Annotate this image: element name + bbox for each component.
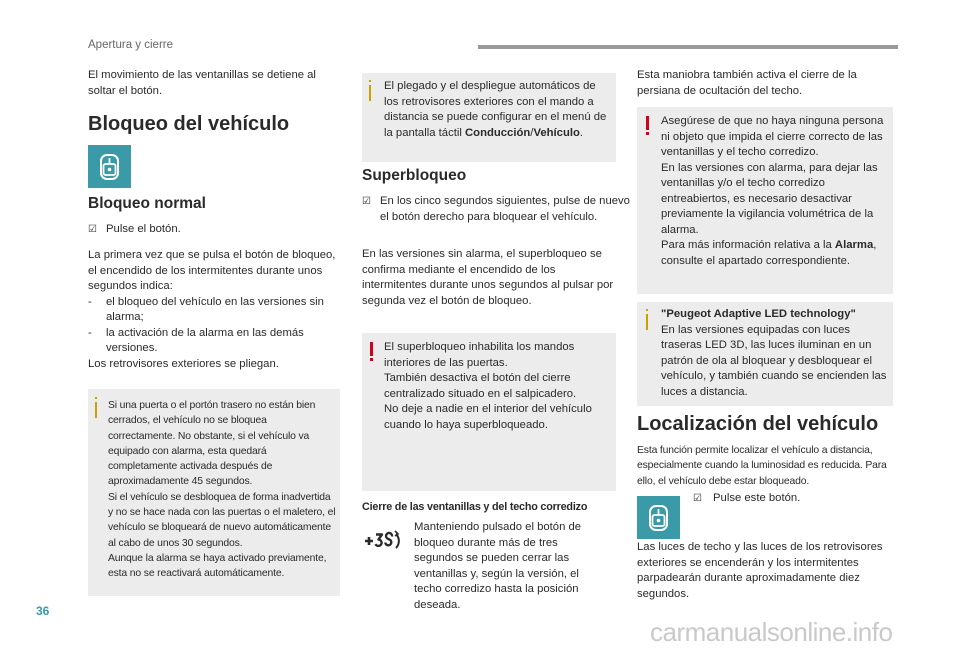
bullet-icon: ☑ xyxy=(88,224,97,235)
lock-button-icon-2 xyxy=(637,496,680,539)
warning-box-ventanillas xyxy=(637,107,893,294)
lock-icon xyxy=(88,145,131,188)
info-box-text: En las versiones equipadas con luces traseras LED 3D, las luces iluminan en un patrón de ola al bloquear y desbloquear el vehículo, y también cuando se encienden las luces a distancia. xyxy=(661,323,887,398)
para-superbloqueo: En las versiones sin alarma, el superbloqueo se confirma mediante el encendido de los intermitentes durante unos segundos al pulsar por segunda vez el botón de bloqueo. xyxy=(362,248,614,307)
lock-button-icon xyxy=(88,145,131,188)
section-title: Apertura y cierre xyxy=(88,39,174,51)
info-box-led-content xyxy=(661,307,887,400)
col1-intro: El movimiento de las ventanillas se detiene al soltar el botón. xyxy=(88,69,316,97)
para-primera-vez: La primera vez que se pulsa el botón de bloqueo, el encendido de los intermitentes durante unos segundos indica: xyxy=(88,249,336,292)
timer-text: Manteniendo pulsado el botón de bloqueo durante más de tres segundos se pueden cerrar las ventanillas y, según la versión, el techo corredizo hasta la posición deseada. xyxy=(414,521,582,611)
info-box-retrovisores xyxy=(362,73,616,162)
page-number: 36 xyxy=(36,604,50,618)
title-localizacion: Localización del vehículo xyxy=(637,413,879,435)
step-pulse-boton: ☑ Pulse el botón. xyxy=(88,222,356,238)
header-rule xyxy=(478,45,898,49)
warning-box-text: El superbloqueo inhabilita los mandos interiores de las puertas. También desactiva el botón del cierre centralizado situado en el salpicadero. No deje a nadie en el interior del vehículo cuando lo haya superbloqueado. xyxy=(384,341,592,431)
step-localizacion: ☑ Pulse este botón. xyxy=(693,491,893,507)
warning-icon xyxy=(370,342,373,356)
info-icon xyxy=(369,85,371,101)
bullet-icon: ☑ xyxy=(693,493,702,504)
title-superbloqueo: Superbloqueo xyxy=(362,167,467,184)
dash-item-1: - el bloqueo del vehículo en las versiones sin alarma; xyxy=(88,295,324,323)
lock-icon xyxy=(637,496,680,539)
info-box-led xyxy=(637,302,893,406)
dash-item-2: - la activación de la alarma en las demás versiones. xyxy=(88,326,304,354)
subheading-cierre-ventanillas: Cierre de las ventanillas y del techo corredizo xyxy=(362,501,588,513)
warning-icon xyxy=(646,116,649,130)
info-box-text: Si una puerta o el portón trasero no están bien cerrados, el vehículo no se bloquea correctamente. No obstante, si el vehículo va equipado con alarma, esta quedará completamente activada después de aproximadamente 45 segundos. Si el vehículo se desbloquea de forma inadvertida y no se hace nada con las puertas o el maletero, el vehículo se bloqueará de nuevo automáticamente al cabo de unos 30 segundos. Aunque la alarma se haya activado previamente, esta no se reactivará automáticamente. xyxy=(108,400,336,580)
info-icon xyxy=(95,402,97,418)
para-luces: Las luces de techo y las luces de los retrovisores exteriores se encenderán y los intermitentes parpadearán durante aproximadamente diez segundos. xyxy=(637,541,883,600)
timer-3s-icon xyxy=(362,528,404,554)
info-box-title: "Peugeot Adaptive LED technology" xyxy=(661,308,856,320)
info-icon xyxy=(646,314,648,330)
step-superbloqueo: ☑ En los cinco segundos siguientes, pulse de nuevo el botón derecho para bloquear el vehículo. xyxy=(362,195,630,223)
warning-box-text: Asegúrese de que no haya ninguna persona ni objeto que impida el cierre correcto de las ventanillas y el techo corredizo. En las versiones con alarma, para dejar las ventanillas y/o el techo corredizo entreabiertos, es necesario desactivar previamente la vigilancia volumétrica de la alarma. Para más información relativa a la Alarma, consulte el apartado correspondiente. xyxy=(661,115,884,267)
watermark: carmanualsonline.info xyxy=(650,617,893,647)
info-box-text: El plegado y el despliegue automáticos de los retrovisores exteriores con el mando a distancia se puede configurar en el menú de la pantalla táctil Conducción/Vehículo. xyxy=(384,80,607,139)
para-localizacion: Esta función permite localizar el vehículo a distancia, especialmente cuando la luminosidad es reducida. Para ello, el vehículo debe estar bloqueado. xyxy=(637,445,887,487)
warning-box-superbloqueo xyxy=(362,333,616,491)
title-bloqueo-vehiculo: Bloqueo del vehículo xyxy=(88,113,290,135)
col3-intro: Esta maniobra también activa el cierre de la persiana de ocultación del techo. xyxy=(637,69,857,97)
para-retrovisores: Los retrovisores exteriores se pliegan. xyxy=(88,357,279,370)
info-box-puerta xyxy=(88,389,340,596)
subtitle-bloqueo-normal: Bloqueo normal xyxy=(88,195,206,212)
col1-paragraph xyxy=(88,248,340,372)
bullet-icon: ☑ xyxy=(362,196,371,207)
